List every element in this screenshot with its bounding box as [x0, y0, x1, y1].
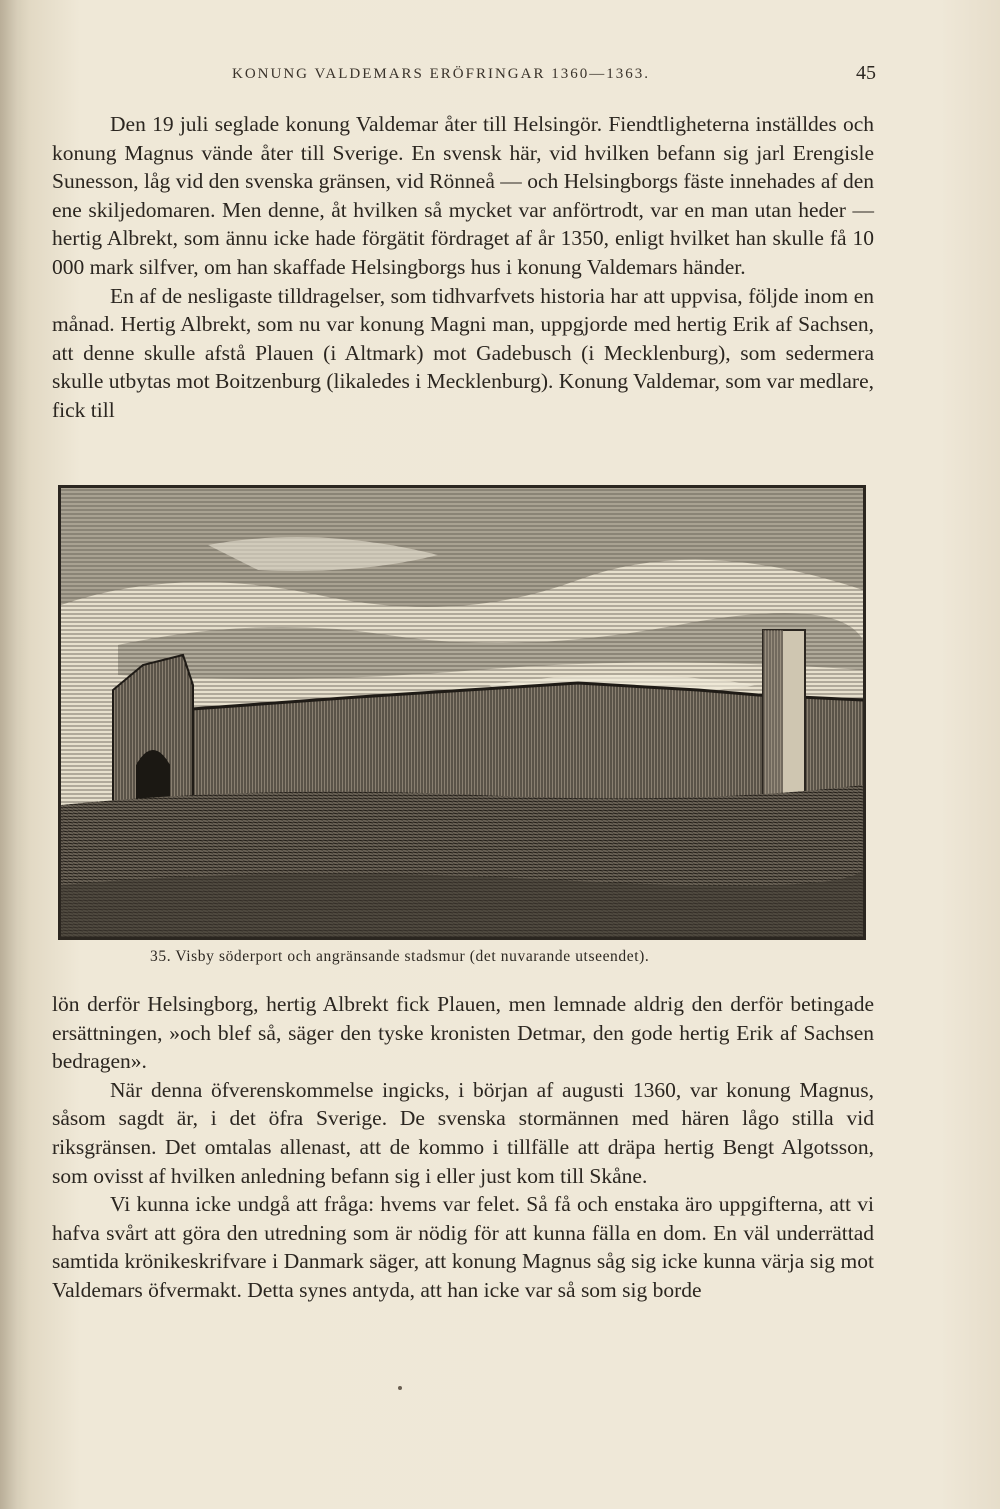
paragraph: lön derför Helsingborg, hertig Albrekt fick Plauen, men lemnade aldrig den derför betingade ersättningen, »och blef så, säger den tyske kronisten Detmar, den gode hertig Erik af Sachsen bedragen».: [52, 992, 874, 1074]
page-number: 45: [856, 62, 876, 84]
paragraph: När denna öfverenskommelse ingicks, i början af augusti 1360, var konung Magnus, såsom sagdt är, i det öfra Sverige. De svenska stormännen med hären lågo stilla vid riksgränsen. Det omtalas allenast, att de kommo i tillfälle att dräpa hertig Bengt Algotsson, som ovisst af hvilken anledning befann sig i eller just kom till Skåne.: [52, 1077, 874, 1188]
paragraph: Den 19 juli seglade konung Valdemar åter till Helsingör. Fiendtligheterna inställdes och konung Magnus vände åter till Sverige. En svensk här, vid hvilken befann sig jarl Erengisle Sunesson, låg vid den svenska gränsen, vid Rönneå — och Helsingborgs fäste innehades af den ene skiljedomaren. Men denne, åt hvilken så mycket var anförtrodt, var en man utan heder — hertig Albrekt, som ännu icke hade förgätit fördraget af år 1350, enligt hvilket han skulle få 10 000 mark silfver, om han skaffade Helsingborgs hus i konung Valdemars händer.: [52, 112, 874, 279]
paragraph: Vi kunna icke undgå att fråga: hvems var felet. Så få och enstaka äro uppgifterna, att vi hafva svårt att göra den utredning som är nödig för att kunna fälla en dom. En väl underrättad samtida krönikeskrifvare i Danmark säger, att konung Magnus såg sig icke kunna värja sig mot Valdemars öfvermakt. Detta synes antyda, att han icke var så som sig borde: [52, 1192, 874, 1302]
figure-caption: 35. Visby söderport och angränsande stadsmur (det nuvarande utseendet).: [150, 948, 650, 965]
paragraph: En af de nesligaste tilldragelser, som tidhvarfvets historia har att uppvisa, följde inom en månad. Hertig Albrekt, som nu var konung Magni man, uppgjorde med hertig Erik af Sachsen, att denne skulle afstå Plauen (i Altmark) mot Gadebusch (i Mecklenburg), som sedermera skulle utbytas mot Boitzenburg (likaledes i Mecklenburg). Konung Valdemar, som var medlare, fick till: [52, 283, 874, 422]
engraving-visby-gate: [58, 485, 866, 940]
body-text-top: [52, 110, 874, 425]
page-header: [52, 62, 876, 88]
binding-edge: [0, 0, 22, 1509]
running-head: KONUNG VALDEMARS ERÖFRINGAR 1360—1363.: [232, 66, 650, 82]
ink-speck: [398, 1386, 402, 1390]
body-text-bottom: [52, 990, 874, 1305]
